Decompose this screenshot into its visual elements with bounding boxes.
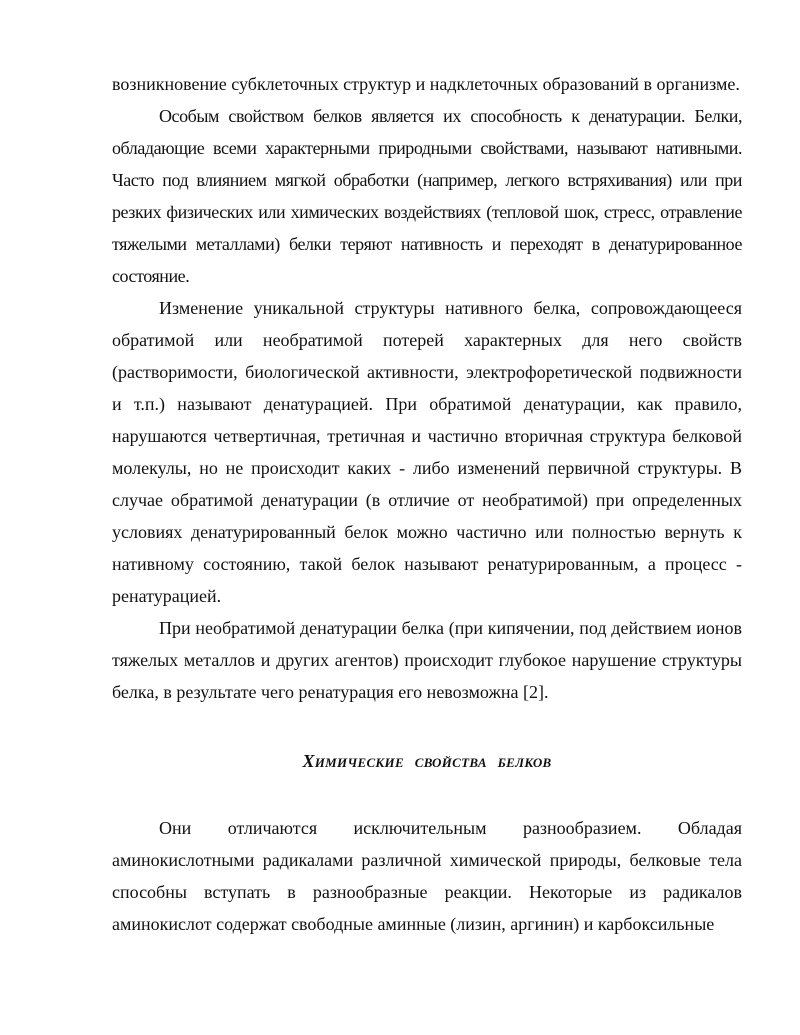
- paragraph-chemical-properties: Они отличаются исключительным разнообразием. Обладая аминокислотными радикалами различной химической природы, белковые тела способны вступать в разнообразные реакции. Некоторые из радикалов аминокислот содержат свободные аминные (лизин, аргинин) и карбоксильные: [112, 818, 742, 934]
- document-page: [112, 68, 742, 940]
- paragraph-denaturation-definition: Изменение уникальной структуры нативного белка, сопровождающееся обратимой или необратимой потерей характерных для него свойств (растворимости, биологической активности, электрофоретической подвижности и т.п.) называют денатурацией. При обратимой денатурации, как правило, нарушаются четвертичная, третичная и частично вторичная структура белковой молекулы, но не происходит каких - либо изменений первичной структуры. В случае обратимой денатурации (в отличие от необратимой) при определенных условиях денатурированный белок можно частично или полностью вернуть к нативному состоянию, такой белок называют ренатурированным, а процесс - ренатурацией.: [112, 298, 742, 606]
- paragraph-denaturation-intro: Особым свойством белков является их способность к денатурации. Белки, обладающие всеми характерными природными свойствами, называют нативными. Часто под влиянием мягкой обработки (например, легкого встряхивания) или при резких физических или химических воздействиях (тепловой шок, стресс, отравление тяжелыми металлами) белки теряют нативность и переходят в денатурированное состояние.: [112, 106, 742, 286]
- section-heading: Химические свойства белков: [302, 751, 552, 771]
- paragraph-continuation: возникновение субклеточных структур и надклеточных образований в организме.: [112, 74, 740, 94]
- paragraph-irreversible-denaturation: При необратимой денатурации белка (при кипячении, под действием ионов тяжелых металлов и других агентов) происходит глубокое нарушение структуры белка, в результате чего ренатурация его невозможна [2].: [112, 618, 742, 702]
